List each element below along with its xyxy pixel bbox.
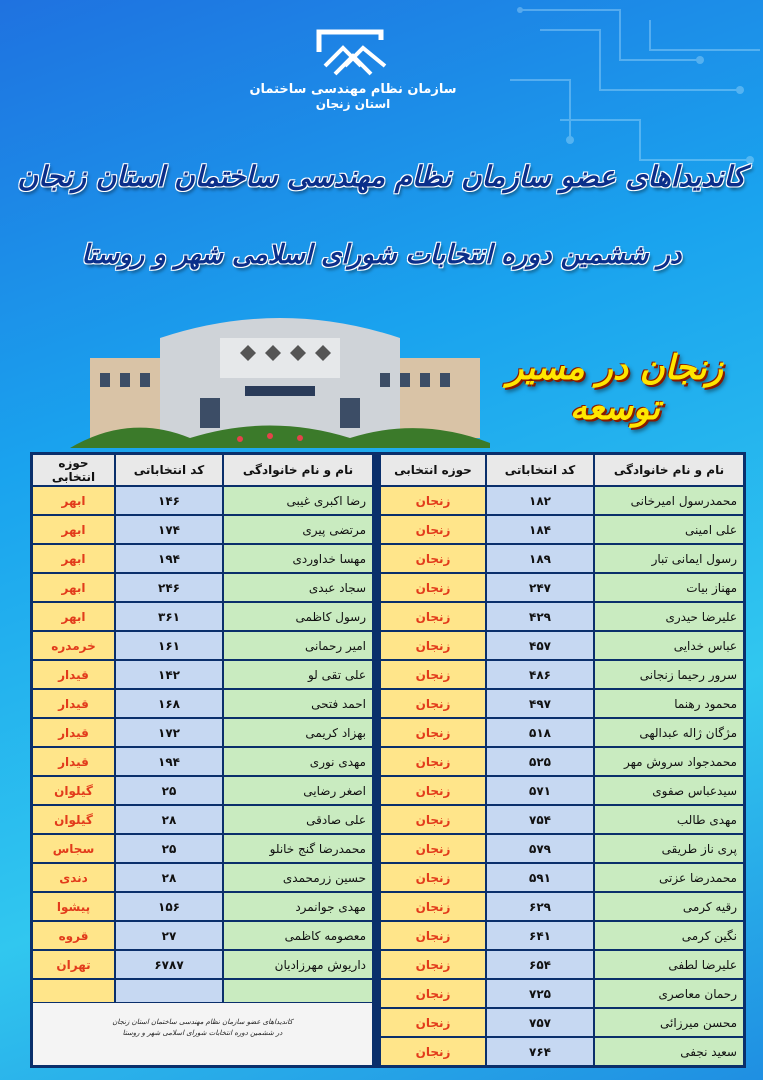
candidate-code: ۵۷۹ bbox=[486, 834, 594, 863]
candidate-name: سیدعباس صفوی bbox=[594, 776, 744, 805]
candidate-name: محمدرضا گنج خانلو bbox=[223, 834, 373, 863]
table-row bbox=[32, 921, 373, 950]
candidate-code: ۲۵ bbox=[115, 834, 223, 863]
candidate-code: ۱۹۴ bbox=[115, 747, 223, 776]
candidate-name: رسول ایمانی تبار bbox=[594, 544, 744, 573]
table-row bbox=[380, 602, 744, 631]
table-row bbox=[380, 573, 744, 602]
candidate-name: رسول کاظمی bbox=[223, 602, 373, 631]
table-row bbox=[380, 1037, 744, 1066]
candidate-name: امیر رحمانی bbox=[223, 631, 373, 660]
table-row bbox=[380, 544, 744, 573]
table-row bbox=[380, 863, 744, 892]
candidate-region: ابهر bbox=[32, 602, 115, 631]
candidate-region: قروه bbox=[32, 921, 115, 950]
candidate-code: ۱۶۸ bbox=[115, 689, 223, 718]
table-row bbox=[380, 979, 744, 1008]
candidate-region: زنجان bbox=[380, 1008, 486, 1037]
column-header-name: نام و نام خانوادگی bbox=[594, 454, 744, 486]
candidate-name: عباس خدایی bbox=[594, 631, 744, 660]
candidate-code: ۱۷۴ bbox=[115, 515, 223, 544]
table-row bbox=[32, 544, 373, 573]
candidate-region: زنجان bbox=[380, 863, 486, 892]
candidate-name: نگین کرمی bbox=[594, 921, 744, 950]
table-row bbox=[380, 515, 744, 544]
candidate-region: ابهر bbox=[32, 544, 115, 573]
candidate-code: ۷۵۷ bbox=[486, 1008, 594, 1037]
candidate-name: علی امینی bbox=[594, 515, 744, 544]
candidate-name: رحمان معاصری bbox=[594, 979, 744, 1008]
candidate-name: مهدی جوانمرد bbox=[223, 892, 373, 921]
table-row bbox=[32, 834, 373, 863]
candidate-region: قیدار bbox=[32, 689, 115, 718]
candidate-region: سجاس bbox=[32, 834, 115, 863]
candidate-region: خرمدره bbox=[32, 631, 115, 660]
candidate-code: ۱۷۲ bbox=[115, 718, 223, 747]
candidate-region: زنجان bbox=[380, 892, 486, 921]
candidate-code: ۴۵۷ bbox=[486, 631, 594, 660]
candidate-name: اصغر رضایی bbox=[223, 776, 373, 805]
candidate-region: قیدار bbox=[32, 747, 115, 776]
candidate-region: قیدار bbox=[32, 660, 115, 689]
table-row bbox=[32, 631, 373, 660]
candidate-region: زنجان bbox=[380, 544, 486, 573]
candidate-name: محمدرضا عزتی bbox=[594, 863, 744, 892]
candidate-name: حسین زرمحمدی bbox=[223, 863, 373, 892]
candidate-region: زنجان bbox=[380, 1037, 486, 1066]
table-row bbox=[380, 747, 744, 776]
candidate-region: زنجان bbox=[380, 486, 486, 515]
candidate-code: ۶۷۸۷ bbox=[115, 950, 223, 979]
candidate-name: احمد فتحی bbox=[223, 689, 373, 718]
candidate-name: علی صادقی bbox=[223, 805, 373, 834]
column-header-code: کد انتخاباتی bbox=[486, 454, 594, 486]
table-row bbox=[32, 892, 373, 921]
slogan: زنجان در مسیر توسعه bbox=[507, 348, 723, 428]
candidate-region: زنجان bbox=[380, 660, 486, 689]
organization-logo bbox=[248, 22, 458, 111]
candidate-region: دندی bbox=[32, 863, 115, 892]
table-row bbox=[380, 950, 744, 979]
candidate-name: محمدرسول امیرخانی bbox=[594, 486, 744, 515]
column-header-region: حوزه انتخابی bbox=[380, 454, 486, 486]
candidate-region: زنجان bbox=[380, 515, 486, 544]
candidate-code: ۴۹۷ bbox=[486, 689, 594, 718]
candidate-code: ۱۸۲ bbox=[486, 486, 594, 515]
candidate-code: ۱۴۲ bbox=[115, 660, 223, 689]
building-logo-icon bbox=[311, 22, 395, 80]
table-row bbox=[380, 892, 744, 921]
candidate-name: مهدی طالب bbox=[594, 805, 744, 834]
candidate-region: ابهر bbox=[32, 573, 115, 602]
table-row bbox=[380, 486, 744, 515]
candidate-name: پری ناز طریقی bbox=[594, 834, 744, 863]
candidate-code: ۷۶۴ bbox=[486, 1037, 594, 1066]
candidate-code: ۱۸۴ bbox=[486, 515, 594, 544]
table-row bbox=[380, 689, 744, 718]
candidate-code: ۷۵۴ bbox=[486, 805, 594, 834]
candidate-name: مهسا خداوردی bbox=[223, 544, 373, 573]
candidate-code: ۷۲۵ bbox=[486, 979, 594, 1008]
table-row bbox=[32, 718, 373, 747]
candidates-table bbox=[30, 452, 746, 1068]
candidate-name: رضا اکبری غیبی bbox=[223, 486, 373, 515]
candidate-name: مرتضی پیری bbox=[223, 515, 373, 544]
candidate-region: زنجان bbox=[380, 776, 486, 805]
candidate-name: سجاد عبدی bbox=[223, 573, 373, 602]
candidate-name: سعید نجفی bbox=[594, 1037, 744, 1066]
table-row bbox=[32, 950, 373, 979]
candidate-name: محسن میرزائی bbox=[594, 1008, 744, 1037]
candidate-code: ۱۶۱ bbox=[115, 631, 223, 660]
candidate-code: ۲۷ bbox=[115, 921, 223, 950]
candidate-name: محمدجواد سروش مهر bbox=[594, 747, 744, 776]
table-caption bbox=[32, 1002, 373, 1066]
building-photo bbox=[70, 298, 490, 448]
table-row bbox=[32, 660, 373, 689]
table-row bbox=[32, 805, 373, 834]
candidate-name: علیرضا حیدری bbox=[594, 602, 744, 631]
table-row bbox=[380, 660, 744, 689]
candidate-region: گیلوان bbox=[32, 776, 115, 805]
table-row bbox=[380, 631, 744, 660]
candidate-code: ۱۹۴ bbox=[115, 544, 223, 573]
caption-line-1: کاندیداهای عضو سازمان نظام مهندسی ساختمان استان زنجان bbox=[112, 1018, 293, 1026]
table-row bbox=[32, 486, 373, 515]
candidate-name: داریوش مهرزادیان bbox=[223, 950, 373, 979]
table-row bbox=[380, 1008, 744, 1037]
candidate-region: گیلوان bbox=[32, 805, 115, 834]
table-row bbox=[380, 718, 744, 747]
candidate-name: علی تقی لو bbox=[223, 660, 373, 689]
candidate-code: ۴۲۹ bbox=[486, 602, 594, 631]
candidate-region: ابهر bbox=[32, 515, 115, 544]
candidate-region: زنجان bbox=[380, 834, 486, 863]
candidate-name: مهدی نوری bbox=[223, 747, 373, 776]
candidate-region: زنجان bbox=[380, 979, 486, 1008]
table-row bbox=[32, 747, 373, 776]
table-row bbox=[32, 515, 373, 544]
candidate-code: ۲۵ bbox=[115, 776, 223, 805]
candidates-table-left bbox=[32, 454, 373, 1008]
candidate-code: ۵۲۵ bbox=[486, 747, 594, 776]
table-row bbox=[32, 863, 373, 892]
candidate-code: ۴۸۶ bbox=[486, 660, 594, 689]
page-title: کاندیداهای عضو سازمان نظام مهندسی ساختمان استان زنجان bbox=[17, 160, 746, 193]
candidate-code: ۶۵۴ bbox=[486, 950, 594, 979]
candidate-code: ۲۸ bbox=[115, 805, 223, 834]
candidate-name: محمود رهنما bbox=[594, 689, 744, 718]
candidate-name: علیرضا لطفی bbox=[594, 950, 744, 979]
table-row bbox=[32, 602, 373, 631]
candidate-region: زنجان bbox=[380, 631, 486, 660]
table-row bbox=[32, 573, 373, 602]
candidate-region: زنجان bbox=[380, 805, 486, 834]
candidates-table-right bbox=[380, 454, 744, 1066]
column-header-region: حوزه انتخابی bbox=[32, 454, 115, 486]
column-header-name: نام و نام خانوادگی bbox=[223, 454, 373, 486]
table-row bbox=[32, 689, 373, 718]
candidate-code: ۵۹۱ bbox=[486, 863, 594, 892]
candidate-name: معصومه کاظمی bbox=[223, 921, 373, 950]
candidate-code: ۱۴۶ bbox=[115, 486, 223, 515]
candidate-code: ۲۸ bbox=[115, 863, 223, 892]
candidate-region: تهران bbox=[32, 950, 115, 979]
candidate-code: ۱۸۹ bbox=[486, 544, 594, 573]
candidate-region: زنجان bbox=[380, 602, 486, 631]
candidate-code: ۱۵۶ bbox=[115, 892, 223, 921]
caption-line-2: در ششمین دوره انتخابات شورای اسلامی شهر و روستا bbox=[122, 1029, 283, 1037]
table-row bbox=[32, 776, 373, 805]
candidate-region: قیدار bbox=[32, 718, 115, 747]
candidate-code: ۶۴۱ bbox=[486, 921, 594, 950]
candidate-region: زنجان bbox=[380, 718, 486, 747]
candidate-code: ۶۲۹ bbox=[486, 892, 594, 921]
candidate-region: زنجان bbox=[380, 689, 486, 718]
candidate-name: مژگان ژاله عبدالهی bbox=[594, 718, 744, 747]
candidate-region: زنجان bbox=[380, 573, 486, 602]
candidate-code: ۲۴۷ bbox=[486, 573, 594, 602]
candidate-name: بهزاد کریمی bbox=[223, 718, 373, 747]
page-subtitle: در ششمین دوره انتخابات شورای اسلامی شهر و روستا bbox=[81, 240, 682, 270]
candidate-region: زنجان bbox=[380, 950, 486, 979]
organization-province: استان زنجان bbox=[315, 97, 391, 111]
table-row bbox=[380, 834, 744, 863]
candidate-region: زنجان bbox=[380, 921, 486, 950]
candidate-code: ۵۱۸ bbox=[486, 718, 594, 747]
candidate-code: ۳۶۱ bbox=[115, 602, 223, 631]
candidate-name: مهناز بیات bbox=[594, 573, 744, 602]
candidate-code: ۵۷۱ bbox=[486, 776, 594, 805]
candidate-code: ۲۴۶ bbox=[115, 573, 223, 602]
candidate-name: رقیه کرمی bbox=[594, 892, 744, 921]
candidate-region: پیشوا bbox=[32, 892, 115, 921]
organization-name: سازمان نظام مهندسی ساختمان bbox=[249, 82, 457, 97]
candidate-region: زنجان bbox=[380, 747, 486, 776]
candidate-region: ابهر bbox=[32, 486, 115, 515]
table-row bbox=[380, 776, 744, 805]
column-header-code: کد انتخاباتی bbox=[115, 454, 223, 486]
table-row bbox=[380, 921, 744, 950]
table-row bbox=[380, 805, 744, 834]
candidate-name: سرور رحیما زنجانی bbox=[594, 660, 744, 689]
